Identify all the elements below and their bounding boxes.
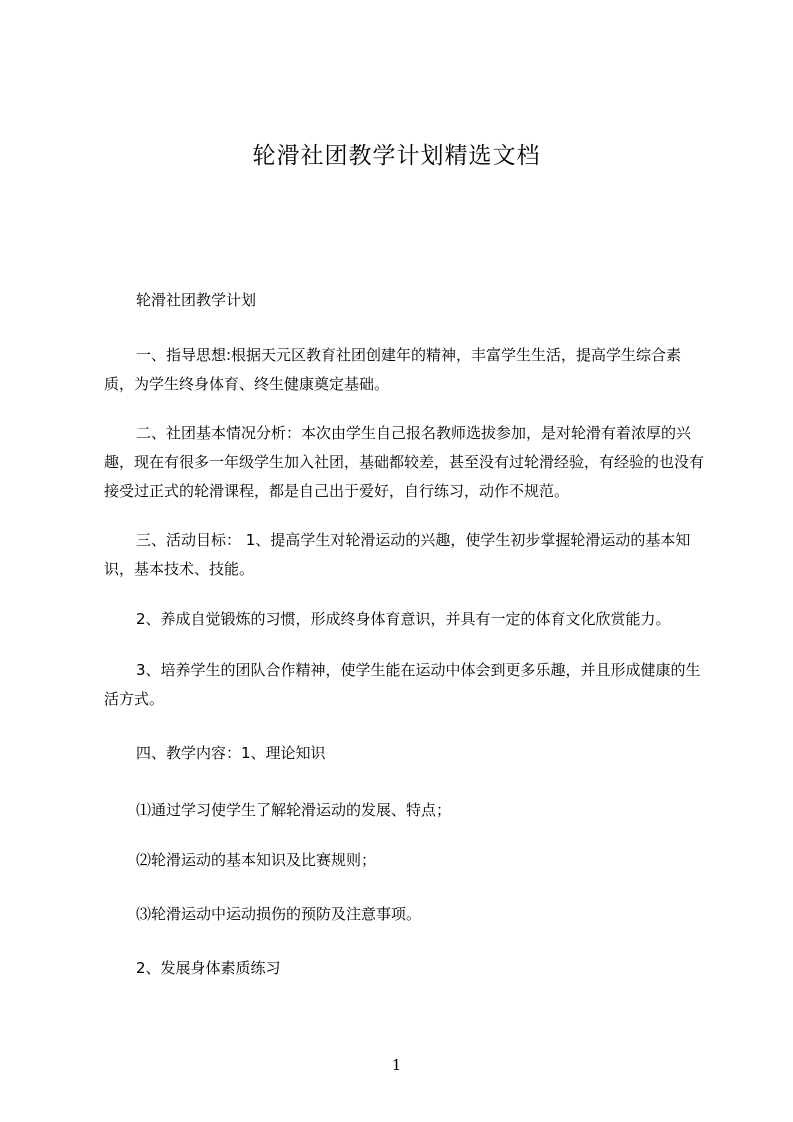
paragraph-guiding-thought: 一、指导思想:根据天元区教育社团创建年的精神，丰富学生生活，提高学生综合素质，为学生终身体育、终生健康奠定基础。 xyxy=(104,346,682,393)
paragraph-content-heading: 四、教学内容：1、理论知识 xyxy=(136,744,326,762)
paragraph-subtitle: 轮滑社团教学计划 xyxy=(136,291,257,309)
paragraph-theory-3: ⑶轮滑运动中运动损伤的预防及注意事项。 xyxy=(136,905,422,923)
paragraph-fitness: 2、发展身体素质练习 xyxy=(136,959,281,977)
paragraph-theory-1: ⑴通过学习使学生了解轮滑运动的发展、特点； xyxy=(136,801,452,819)
paragraph-goal-2: 2、养成自觉锻炼的习惯，形成终身体育意识，并具有一定的体育文化欣赏能力。 xyxy=(136,610,671,628)
page-number: 1 xyxy=(391,1056,402,1074)
paragraph-goals: 三、活动目标： 1、提高学生对轮滑运动的兴趣，使学生初步掌握轮滑运动的基本知识，基本技术、技能。 xyxy=(104,531,691,578)
paragraph-situation-analysis: 二、社团基本情况分析：本次由学生自己报名教师选拔参加，是对轮滑有着浓厚的兴趣，现在有很多一年级学生加入社团，基础都较差，甚至没有过轮滑经验，有经验的也没有接受过正式的轮滑课程，都是自己出于爱好，自行练习，动作不规范。 xyxy=(104,424,705,500)
paragraph-theory-2: ⑵轮滑运动的基本知识及比赛规则； xyxy=(136,851,377,869)
paragraph-goal-3: 3、培养学生的团队合作精神，使学生能在运动中体会到更多乐趣，并且形成健康的生活方式。 xyxy=(104,661,701,708)
document-title: 轮滑社团教学计划精选文档 xyxy=(252,143,541,169)
